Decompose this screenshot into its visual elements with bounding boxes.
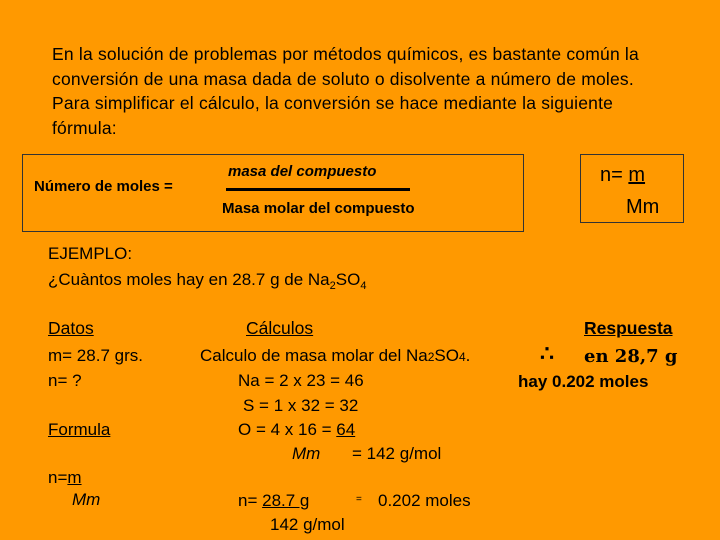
respuesta-heading: Respuesta	[584, 318, 673, 338]
datos-formula-prefix: n=	[48, 468, 68, 487]
datos-formula-heading: Formula	[48, 420, 111, 439]
datos-formula-denominator: Mm	[72, 490, 101, 509]
short-formula-numerator: m	[628, 164, 646, 186]
short-formula-denominator: Mm	[626, 196, 660, 218]
question-text-mid: SO	[335, 270, 361, 289]
calc-title-end: .	[465, 346, 471, 365]
calc-n-prefix: n=	[238, 491, 263, 510]
calc-n-denominator: 142 g/mol	[270, 515, 345, 534]
calc-o-value: 64	[336, 420, 356, 439]
datos-formula-numerator: m	[67, 468, 82, 487]
calc-s-line: S = 1 x 32 = 32	[243, 396, 359, 415]
calc-title	[200, 346, 470, 366]
calc-mm-value: = 142 g/mol	[352, 444, 442, 463]
fraction-bar	[226, 188, 410, 191]
formula-label: Número de moles =	[34, 178, 173, 195]
calc-title-subscript-2: 4	[458, 350, 466, 364]
therefore-symbol: ∴	[540, 341, 554, 366]
calc-o-line	[238, 420, 355, 440]
respuesta-line-2: hay 0.202 moles	[518, 372, 649, 391]
respuesta-line-1: en 28,7 g	[584, 346, 678, 367]
question-subscript-1: 2	[329, 280, 336, 292]
datos-heading: Datos	[48, 318, 94, 338]
datos-formula-top	[48, 468, 82, 488]
datos-mass: m= 28.7 grs.	[48, 346, 143, 365]
calc-n-line	[238, 491, 309, 511]
calc-title-subscript-1: 2	[427, 350, 435, 364]
calc-o-text: O = 4 x 16 =	[238, 420, 337, 439]
calc-na-line: Na = 2 x 23 = 46	[238, 371, 364, 390]
question-text: ¿Cuàntos moles hay en 28.7 g de Na	[48, 270, 330, 289]
calc-mm-label: Mm	[292, 444, 321, 463]
calc-n-numerator: 28.7 g	[262, 491, 310, 510]
calc-n-result: 0.202 moles	[378, 491, 471, 510]
example-question	[48, 270, 366, 292]
short-formula-prefix: n=	[600, 164, 623, 186]
calc-title-text: Calculo de masa molar del Na	[200, 346, 428, 365]
question-subscript-2: 4	[360, 280, 367, 292]
datos-n: n= ?	[48, 371, 82, 390]
calc-title-mid: SO	[434, 346, 459, 365]
calc-equals-sign: =	[356, 494, 362, 505]
intro-paragraph: En la solución de problemas por métodos químicos, es bastante común la conversión de una masa dada de soluto o disolvente a número de moles. Para simplificar el cálculo, la conversión se hace mediante la siguiente fórmula:	[52, 44, 639, 138]
example-label: EJEMPLO:	[48, 244, 133, 263]
formula-numerator: masa del compuesto	[228, 163, 377, 180]
short-formula-top	[600, 163, 651, 187]
formula-denominator: Masa molar del compuesto	[222, 200, 415, 217]
calculos-heading: Cálculos	[246, 318, 314, 338]
